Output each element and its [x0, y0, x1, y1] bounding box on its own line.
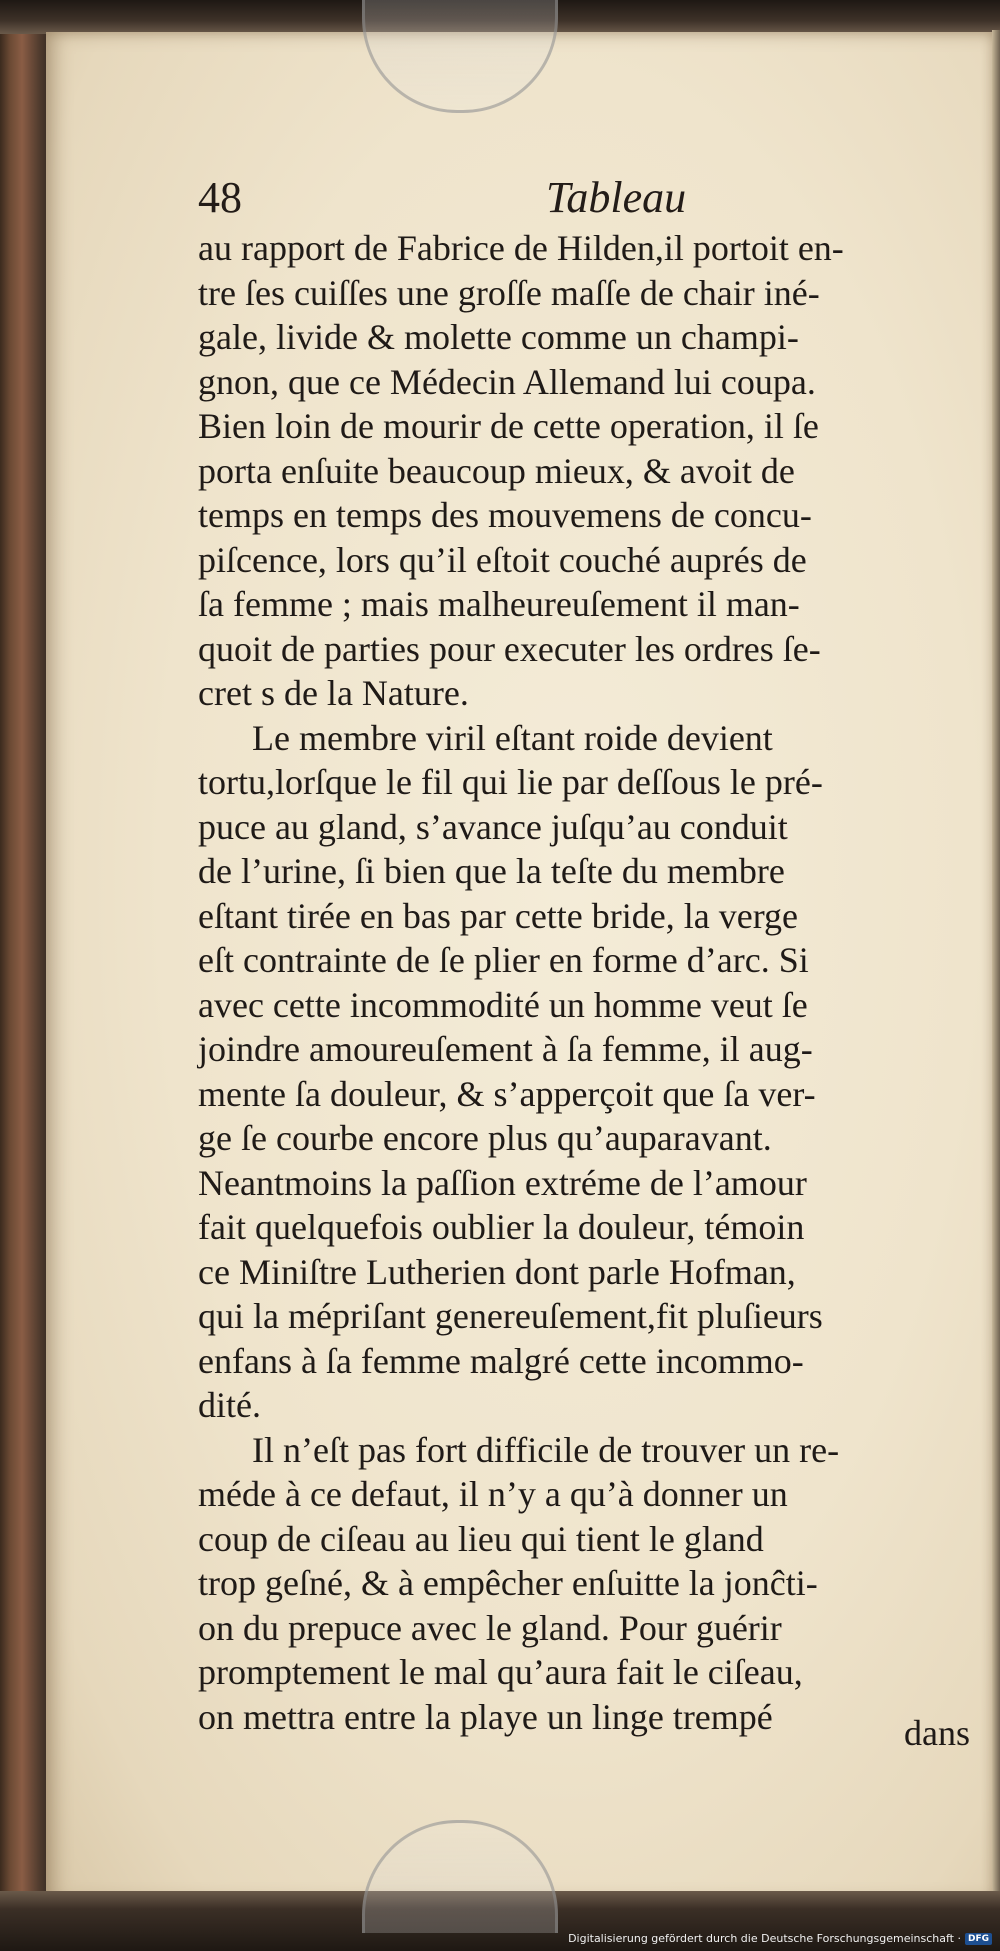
text-line: gnon, que ce Médecin Allemand lui coupa.: [198, 361, 816, 402]
text-line: enfans à ſa femme malgré cette incommo-: [198, 1340, 804, 1381]
text-line: porta enſuite beaucoup mieux, & avoit de: [198, 450, 795, 491]
text-line: cret s de la Nature.: [198, 673, 469, 713]
catchword: dans: [904, 1713, 970, 1753]
page-number: 48: [198, 173, 242, 222]
text-line: temps en temps des mouvemens de concu-: [198, 495, 812, 535]
text-line: Neantmoins la paſſion extréme de l’amour: [198, 1162, 807, 1203]
text-line: promptement le mal qu’aura fait le ciſeau,: [198, 1652, 803, 1692]
text-line: gale, livide & molette comme un champi-: [198, 317, 799, 357]
text-line: on du prepuce avec le gland. Pour guérir: [198, 1607, 782, 1648]
credit-text: Digitalisierung gefördert durch die Deutsche Forschungsgemeinschaft ·: [568, 1932, 961, 1945]
body-text: [198, 226, 970, 1739]
text-line: méde à ce defaut, il n’y a qu’à donner un: [198, 1474, 788, 1514]
text-line: quoit de parties pour executer les ordres ſe-: [198, 628, 821, 669]
dfg-logo: DFG: [965, 1933, 992, 1945]
text-line: eſt contrainte de ſe plier en forme d’arc. Si: [198, 940, 809, 980]
text-line: de l’urine, ſi bien que la teſte du membre: [198, 851, 785, 891]
text-line: Bien loin de mourir de cette operation, il ſe: [198, 406, 819, 446]
text-line: Le membre viril eſtant roide devient: [252, 717, 773, 758]
text-line: eſtant tirée en bas par cette bride, la verge: [198, 895, 799, 936]
text-line: ge ſe courbe encore plus qu’auparavant.: [198, 1118, 772, 1158]
running-title: Tableau: [546, 173, 687, 222]
text-line: ſa femme ; mais malheureuſement il man-: [198, 584, 800, 624]
text-line: on mettra entre la playe un linge trempé: [198, 1696, 773, 1737]
text-line: ce Miniſtre Lutherien dont parle Hofman,: [198, 1251, 796, 1292]
text-line: Il n’eſt pas fort difficile de trouver un re-: [252, 1429, 840, 1470]
text-line: coup de ciſeau au lieu qui tient le gland: [198, 1518, 764, 1559]
text-line: avec cette incommodité un homme veut ſe: [198, 984, 808, 1025]
text-line: mente ſa douleur, & s’apperçoit que ſa ver-: [198, 1073, 816, 1114]
text-line: au rapport de Fabrice de Hilden,il portoit en-: [198, 228, 844, 268]
running-head: [198, 172, 978, 232]
text-line: joindre amoureuſement à ſa femme, il aug-: [198, 1029, 813, 1069]
text-line: dité.: [198, 1385, 261, 1425]
facing-page-edge: [992, 30, 1000, 1910]
text-line: puce au gland, s’avance juſqu’au conduit: [198, 806, 788, 847]
text-line: fait quelquefois oublier la douleur, témoin: [198, 1207, 805, 1247]
text-line: tre ſes cuiſſes une groſſe maſſe de chair iné-: [198, 272, 820, 313]
digitization-credit: [568, 1932, 992, 1945]
text-line: tortu,lorſque le fil qui lie par deſſous le pré-: [198, 762, 823, 802]
text-line: piſcence, lors qu’il eſtoit couché auprés de: [198, 539, 807, 580]
text-line: trop geſné, & à empêcher enſuitte la jonĉti-: [198, 1563, 818, 1603]
text-line: qui la mépriſant genereuſement,fit pluſieurs: [198, 1296, 823, 1336]
